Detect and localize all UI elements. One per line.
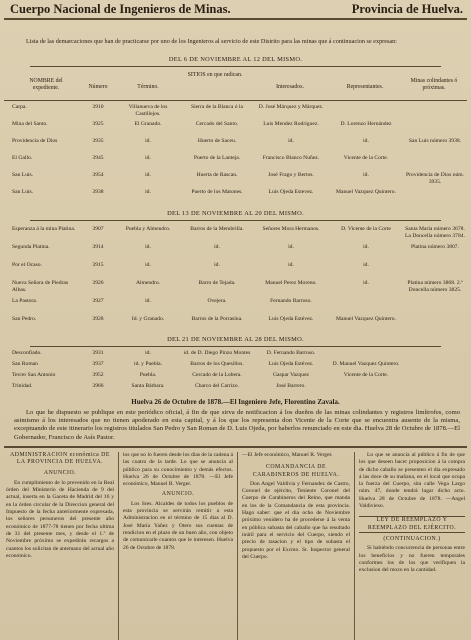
col4-text2: Si habiéndo concurrencia de personas entre los beneficios y no fueren temporales conformes los de los que verifiquen la exclusion del mozo en la cantidad. (359, 545, 465, 574)
table-cell-termino: id. (145, 172, 151, 178)
col-header-sitios: SITIOS en que radican. (187, 72, 243, 78)
table-cell-interesado: José Frago y Bertos. (268, 172, 314, 178)
table-cell-interesado: Señores Mora Hermanos. (262, 226, 320, 232)
column-divider (118, 452, 119, 640)
table-cell-nombre: San Luis. (12, 172, 34, 178)
section-rule (30, 220, 441, 221)
table-cell-numero: 3925 (92, 121, 104, 127)
table-cell-representante: D. Vicente de la Corte (341, 226, 391, 232)
table-cell-numero: 3910 (92, 104, 104, 110)
table-cell-representante: Manuel Vazquez Quintero. (335, 316, 396, 322)
intro-text: Lista de las demarcaciones que han de practicarse por uno de los Ingenieros al servicio de este Distrito para las minas que á continuacion se expresan: (26, 38, 397, 45)
table-cell-interesado: id. (288, 262, 294, 268)
column-1 (6, 452, 114, 560)
column-4 (359, 452, 465, 574)
table-cell-nombre: Segunda Platina. (12, 244, 50, 250)
table-cell-numero: 3931 (92, 350, 104, 356)
table-cell-nombre: San Roman (12, 361, 38, 367)
table-cell-representante: id. (363, 262, 369, 268)
table-cell-interesado: José Barrero. (276, 383, 306, 389)
table-cell-nombre: La Pastora. (12, 298, 38, 304)
col3-text: —El Jefe económico, Manuel R. Verger. (242, 452, 333, 458)
table-cell-termino: Puebla. (139, 372, 157, 378)
table-cell-numero: 3914 (92, 244, 104, 250)
table-cell-sitio: Barro de Tejada. (198, 280, 236, 286)
table-cell-interesado: D. José Márquez y Márquez. (258, 104, 324, 110)
table-cell-termino: id. (145, 350, 151, 356)
table-cell-nombre: Mina del Santo. (12, 121, 48, 127)
table-cell-interesado: Manuel Perez Moreno. (265, 280, 317, 286)
governor-paragraph: Lo que he dispuesto se publique en este periódico oficial, á fin de que sirva de notificacion á los dueños de las minas colindantes y registros limítrofes, como asimismo á los interesados que no tienen apoderado en esta capital, y á los que los representa don Vicente de la Corte que se encuentra ausente de la misma, exceptuando de este itinerario los registros titulados San Pedro y San Roman de D. Luis Ojeda, por haberlos renunciado en este dia. Huelva 28 de Octubre de 1878.—El Gobernador, Francisco de Asís Pastor. (14, 409, 460, 441)
table-cell-numero: 3966 (92, 383, 104, 389)
table-cell-interesado: Luis Mendez Rodriguez. (263, 121, 319, 127)
table-cell-termino: Id. y Granado. (131, 316, 165, 322)
table-cell-interesado: id. (288, 244, 294, 250)
section-title-3: DEL 21 DE NOVIEMBRE AL 28 DEL MISMO. (167, 336, 304, 343)
table-cell-termino: Santa Bárbara. (131, 383, 165, 389)
section-rule (30, 346, 441, 347)
table-cell-numero: 3907 (92, 226, 104, 232)
table-cell-representante: D. Lorenzo Hernández (340, 121, 392, 127)
masthead (10, 2, 463, 16)
signature-line: Huelva 26 de Octubre de 1878.—El Ingeniero Jefe, Florentino Zavala. (131, 398, 340, 406)
col2-subheading: ANUNCIO. (161, 491, 195, 498)
column-2 (123, 452, 233, 552)
table-cell-nombre: Trinidad. (12, 383, 33, 389)
table-cell-numero: 3937 (92, 361, 104, 367)
table-cell-sitio: Barros de la Membrilla. (190, 226, 244, 232)
table-cell-sitio: Barros de la Porrasina. (191, 316, 243, 322)
table-cell-interesado: Francisco Blanco Nuñez. (262, 155, 320, 161)
table-cell-nombre: El Gallo. (12, 155, 33, 161)
table-cell-interesado: Luis Ojeda Estévez. (268, 316, 314, 322)
table-cell-sitio: id. (214, 244, 220, 250)
table-cell-nombre: Providencia de Dios (12, 138, 58, 144)
table-cell-termino: id. (145, 189, 151, 195)
col-header-numero: Número (88, 84, 108, 90)
table-cell-sitio: Sierra de la Blanca ó la (190, 104, 244, 110)
table-cell-interesado: D. Fernando Barroso. (266, 350, 316, 356)
table-cell-representante: id. (363, 244, 369, 250)
masthead-left: Cuerpo Nacional de Ingenieros de Minas. (10, 2, 231, 16)
table-cell-representante: Vicente de la Corte. (343, 155, 389, 161)
col-header-termino: Término. (137, 84, 159, 90)
col-header-nombre: NOMBRE del expediente. (29, 78, 63, 91)
table-cell-numero: 3938 (92, 189, 104, 195)
table-cell-sitio: Barros de los Quesillos. (190, 361, 244, 367)
column-divider (354, 452, 355, 640)
column-3 (242, 452, 350, 561)
table-cell-numero: 3945 (92, 155, 104, 161)
table-cell-sitio: Cercado del Santo. (195, 121, 239, 127)
table-cell-nombre: Desconfiado. (12, 350, 42, 356)
table-cell-interesado: id. (288, 138, 294, 144)
col-header-representantes: Representantes. (346, 84, 384, 90)
table-cell-colindante: Platina número 3868. 2.ª Doncella número 3825. (407, 280, 463, 293)
section-title-1: DEL 6 DE NOVIEMBRE AL 12 DEL MISMO. (168, 56, 303, 63)
table-cell-nombre: San Pedro. (12, 316, 37, 322)
table-cell-numero: 3954 (92, 172, 104, 178)
table-cell-representante: Manuel Vazquez Quintero. (335, 189, 396, 195)
table-cell-termino: El Granado. (134, 121, 162, 127)
col1-heading: ADMINISTRACION económica DE LA PROVINCIA DE HUELVA. (10, 452, 110, 466)
table-cell-nombre: Nueva Señora de Piedras Albas. (12, 280, 69, 293)
table-cell-interesado: Fernando Barroso. (270, 298, 312, 304)
column-divider (237, 452, 238, 640)
table-cell-sitio: id. de D. Diego Pinzo Montes (183, 350, 251, 356)
section-rule (30, 66, 441, 67)
table-cell-numero: 3926 (92, 280, 104, 286)
col1-text: En cumplimiento de lo prevenido en la Real órden del Ministerio de Hacienda de 9 del actual, inserta en la Gaceta de Madrid del 16 y en la órden circular de la Direccion general del Impuesto de la fecha anteriormente expresada, los señores personeros del presente año económico de 1877-78 tienen por fecha ultima de 31 del presente mes, y desde el 1.º de Noviembre próximo se expedirán recargos a cuantos los solicitan de antemano del actual año económico. (6, 479, 114, 559)
table-cell-colindante: San Luis número 3938. (408, 138, 462, 144)
table-cell-representante: id. (363, 280, 369, 286)
table-cell-interesado: Luis Ojeda Estevez. (268, 189, 314, 195)
table-cell-numero: 3928 (92, 316, 104, 322)
col3-subheading: COMANDANCIA DE CARABINEROS DE HUELVA. (252, 464, 340, 478)
table-cell-sitio: Cercado de la Lobera. (192, 372, 242, 378)
section-title-2: DEL 13 DE NOVIEMBRE AL 20 DEL MISMO. (167, 210, 304, 217)
table-cell-termino: id. y Puebla. (134, 361, 162, 367)
col4-text: Lo que se anuncia al público á fin de que los que deseen hacer proposicion á la compra de dicho caballo se presenten el dia expresado á las doce de su mañana, en el local que ocupa la fuerza del Cuerpo, sita calle Vega Largo núm. 47, donde tendrá lugar dicho acto. Huelva 28 de Octubre de 1878. —Angel Valdivieso. (359, 452, 465, 510)
col2-text2: Los Sres. Alcaldes de todos los pueblos de esta provincia se servirán remitir a esta Administracion en el término de 15 dias al D. José María Yañez y Otero sus cuentas de rendicion en el plazo de un buen año, con objeto de comunicarle cuantos que le interesen. Huelva 26 de Octubre de 1878. (123, 500, 233, 551)
col-header-colindantes: Minas colindantes ó próximas. (410, 78, 458, 91)
table-cell-numero: 3927 (92, 298, 104, 304)
table-cell-colindante: Providencia de Dios núm. 3935. (405, 172, 465, 185)
col-header-interesados: Interesados. (276, 84, 304, 90)
table-cell-nombre: Carpa. (12, 104, 27, 110)
table-cell-sitio: id. (214, 262, 220, 268)
table-cell-nombre: Por el Ocaso. (12, 262, 42, 268)
table-cell-termino: Puebla y Almendro. (125, 226, 171, 232)
table-cell-sitio: Ovejera. (207, 298, 227, 304)
table-cell-interesado: Luis Ojeda Estévez. (268, 361, 314, 367)
col2-text: los que no lo fueren desde los dias de la cadena á las cuatro de la tarde. Lo que se anuncia al público para su conocimiento y demás efectos. Huelva 26 de Octubre de 1878. —El Jefe económico, Manuel R. Verger. (123, 452, 233, 488)
table-cell-sitio: Charco del Carrizo. (195, 383, 239, 389)
table-cell-termino: id. (145, 155, 151, 161)
body-rule (4, 446, 467, 448)
table-cell-termino: id. (145, 298, 151, 304)
table-header-rule (4, 100, 467, 101)
table-cell-colindante: Santa María número 3678. La Doncella número 3784. (405, 226, 465, 239)
table-cell-nombre: Tercer San Antonio (12, 372, 56, 378)
col1-subheading: ANUNCIO. (43, 469, 77, 476)
col4-subheading: LEY DE REEMPLAZO Y REEMPLAZO DEL EJÉRCITO. (359, 516, 465, 533)
table-cell-representante: id. (363, 172, 369, 178)
table-cell-numero: 3952 (92, 372, 104, 378)
table-cell-numero: 3915 (92, 262, 104, 268)
table-cell-interesado: Gaspar Vazquez (272, 372, 310, 378)
col4-subheading-2: (CONTINUACION.) (383, 535, 441, 542)
table-cell-sitio: Huerto de Saceu. (197, 138, 237, 144)
table-cell-nombre: Esperanza á la mina Platina. (12, 226, 76, 232)
table-cell-termino: Villanueva de los Castillejos. (128, 104, 168, 117)
table-cell-termino: id. (145, 262, 151, 268)
header-rule (4, 18, 467, 20)
table-cell-nombre: San Luis. (12, 189, 34, 195)
table-cell-representante: D. Manuel Vazquez Quintero. (332, 361, 400, 367)
table-cell-sitio: Puerto de la Lanteja. (193, 155, 241, 161)
table-cell-termino: id. (145, 138, 151, 144)
table-cell-sitio: Huerta de Rascan. (196, 172, 238, 178)
table-cell-colindante: Platina número 3807. (410, 244, 459, 250)
table-cell-sitio: Puerto de los Matones. (191, 189, 243, 195)
masthead-right: Provincia de Huelva. (351, 2, 463, 16)
col3-text2: Don Angel Valdivia y Fernandez de Castro, Coronel de ejército, Teniente Coronel del Cuerpo de Carabineros del Reino, que manda en los de la Comandancia de esta provincia. Hago saber: que el dia ocho de Noviembre próximo venidero ha de procederse á la venta en pública subasta del caballo que ha resultado inútil para el servicio del Cuerpo, siendo el precio de tasacion y el tipo de subasta el propuesto por el Excmo. Sr. Inspector general del Cuerpo. (242, 480, 350, 560)
table-cell-representante: Vicente de la Corte. (343, 372, 389, 378)
table-cell-numero: 3935 (92, 138, 104, 144)
table-cell-representante: id. (363, 138, 369, 144)
table-cell-termino: id. (145, 244, 151, 250)
table-cell-termino: Almendro. (135, 280, 161, 286)
